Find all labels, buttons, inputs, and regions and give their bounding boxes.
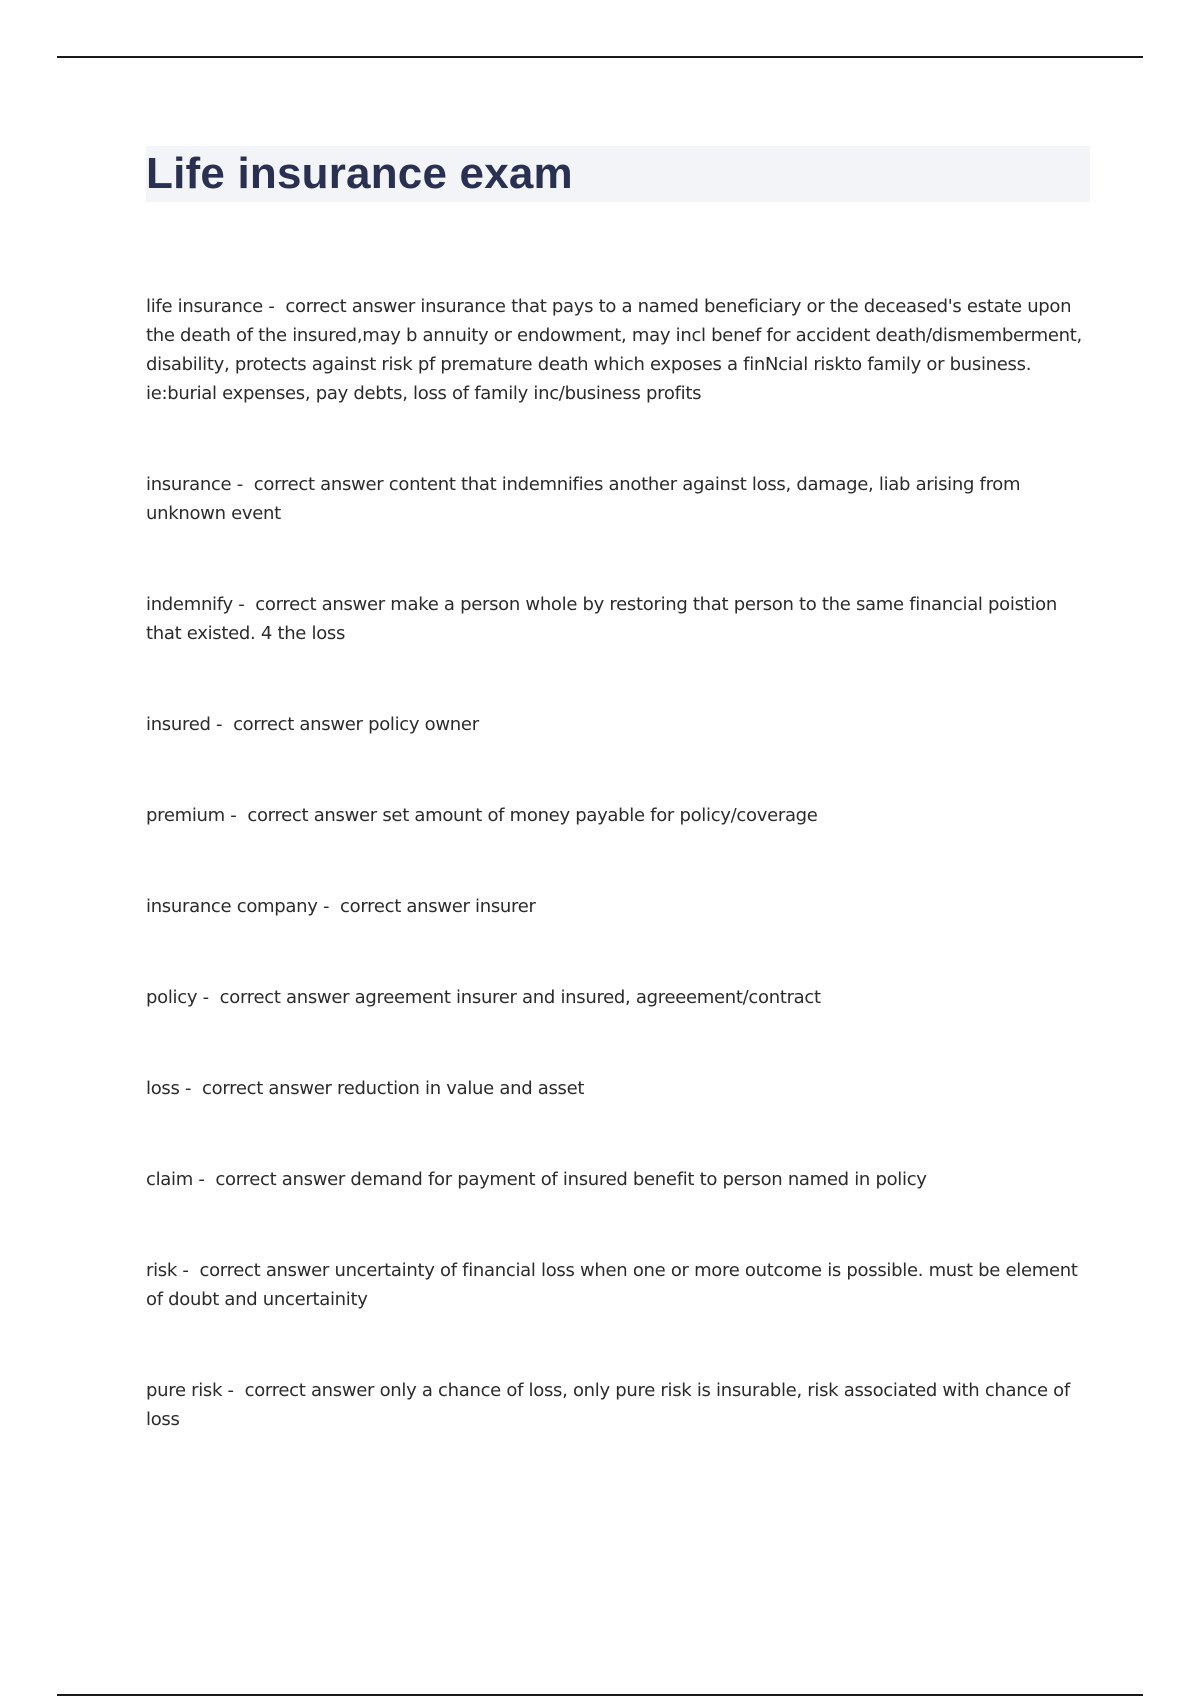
entry-term: policy [146,987,198,1008]
entry-separator: - correct answer [192,1169,351,1190]
entry-risk [146,1256,1090,1314]
entry-list [146,292,1090,1496]
entry-term: pure risk [146,1380,223,1401]
entry-term: insurance [146,474,232,495]
entry-term: indemnify [146,594,233,615]
entry-separator: - correct answer [210,714,369,735]
entry-answer: reduction in value and asset [337,1078,585,1099]
entry-indemnify [146,590,1090,648]
document-title: Life insurance exam [146,149,573,198]
entry-answer: content that indemnifies another against loss, damage, liab arising from unknown event [146,474,1021,524]
entry-insurance-company [146,892,1090,921]
entry-term: insured [146,714,211,735]
entry-separator: - correct answer [222,1380,380,1401]
bottom-rule [57,1694,1143,1696]
entry-separator: - correct answer [262,296,421,317]
entry-answer: agreement insurer and insured, agreeement/contract [354,987,821,1008]
entry-premium [146,801,1090,830]
entry-answer: make a person whole by restoring that person to the same financial poistion that existed. 4 the loss [146,594,1057,644]
entry-claim [146,1165,1090,1194]
entry-life-insurance [146,292,1090,408]
entry-term: claim [146,1169,193,1190]
entry-answer: insurer [475,896,536,917]
entry-insurance [146,470,1090,528]
entry-pure-risk [146,1376,1090,1434]
entry-answer: set amount of money payable for policy/coverage [382,805,818,826]
entry-answer: insurance that pays to a named beneficiary or the deceased's estate upon the death of the insured,may b annuity or endowment, may incl benef for accident death/dismemberment, disability, protects against risk pf premature death which exposes a finNcial riskto family or business. ie:burial expenses, pay debts, loss of family inc/business profits [146,296,1082,404]
entry-loss [146,1074,1090,1103]
entry-separator: - correct answer [317,896,476,917]
entry-separator: - correct answer [179,1078,338,1099]
entry-separator: - correct answer [197,987,355,1008]
entry-answer: policy owner [368,714,479,735]
entry-term: loss [146,1078,180,1099]
entry-term: risk [146,1260,178,1281]
entry-answer: only a chance of loss, only pure risk is insurable, risk associated with chance of loss [146,1380,1070,1430]
entry-term: life insurance [146,296,263,317]
entry-separator: - correct answer [231,474,389,495]
entry-term: insurance company [146,896,318,917]
entry-policy [146,983,1090,1012]
top-rule [57,56,1143,58]
entry-separator: - correct answer [232,594,391,615]
entry-separator: - correct answer [224,805,383,826]
entry-term: premium [146,805,225,826]
entry-answer: uncertainty of financial loss when one or more outcome is possible. must be element of doubt and uncertainity [146,1260,1078,1310]
entry-answer: demand for payment of insured benefit to person named in policy [350,1169,927,1190]
entry-separator: - correct answer [177,1260,335,1281]
entry-insured [146,710,1090,739]
